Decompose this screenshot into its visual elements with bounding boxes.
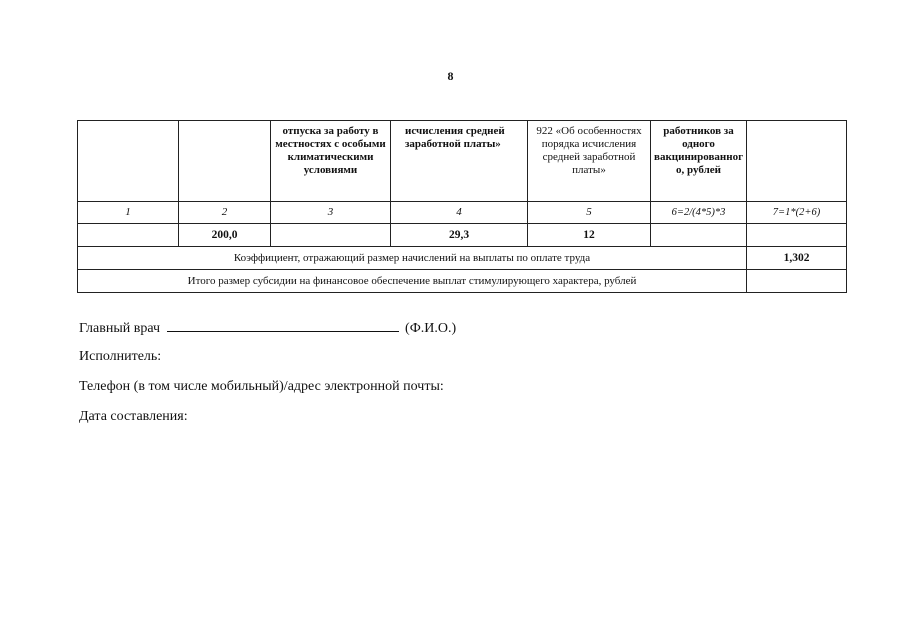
value-cell-2: 200,0 [179, 224, 271, 247]
compilation-date-label: Дата составления: [79, 409, 188, 424]
table-index-row [78, 202, 847, 224]
chief-doctor-line [79, 317, 456, 347]
header-cell-2 [179, 121, 271, 202]
subsidy-calculation-table [77, 120, 847, 293]
page-number: 8 [447, 69, 454, 83]
value-cell-5: 12 [528, 224, 651, 247]
index-cell-7-formula: 7=1*(2+6) [747, 202, 847, 224]
executor-label: Исполнитель: [79, 349, 162, 364]
value-cell-3 [271, 224, 391, 247]
header-cell-1 [78, 121, 179, 202]
total-value [747, 270, 847, 293]
total-label: Итого размер субсидии на финансовое обеспечение выплат стимулирующего характера, рублей [78, 270, 747, 293]
value-cell-4: 29,3 [391, 224, 528, 247]
header-cell-6: работников за одного вакцинированног о, рублей [651, 121, 747, 202]
value-cell-1 [78, 224, 179, 247]
value-cell-6 [651, 224, 747, 247]
value-cell-7 [747, 224, 847, 247]
phone-email-label: Телефон (в том числе мобильный)/адрес электронной почты: [79, 379, 444, 394]
header-cell-4: исчисления средней заработной платы» [391, 121, 528, 202]
coefficient-value: 1,302 [747, 247, 847, 270]
index-cell-2: 2 [179, 202, 271, 224]
coefficient-label: Коэффициент, отражающий размер начислений на выплаты по оплате труда [78, 247, 747, 270]
table-values-row [78, 224, 847, 247]
total-row [78, 270, 847, 293]
coefficient-row [78, 247, 847, 270]
chief-doctor-label: Главный врач [79, 321, 161, 336]
table-header-row [78, 121, 847, 202]
header-cell-7 [747, 121, 847, 202]
index-cell-3: 3 [271, 202, 391, 224]
signature-block [79, 317, 456, 437]
index-cell-6-formula: 6=2/(4*5)*3 [651, 202, 747, 224]
index-cell-5: 5 [528, 202, 651, 224]
index-cell-1: 1 [78, 202, 179, 224]
header-cell-3: отпуска за работу в местностях с особыми климатическими условиями [271, 121, 391, 202]
header-cell-5: 922 «Об особенностях порядка исчисления средней заработной платы» [528, 121, 651, 202]
signature-field [167, 317, 399, 332]
index-cell-4: 4 [391, 202, 528, 224]
fio-label: (Ф.И.О.) [405, 321, 457, 336]
